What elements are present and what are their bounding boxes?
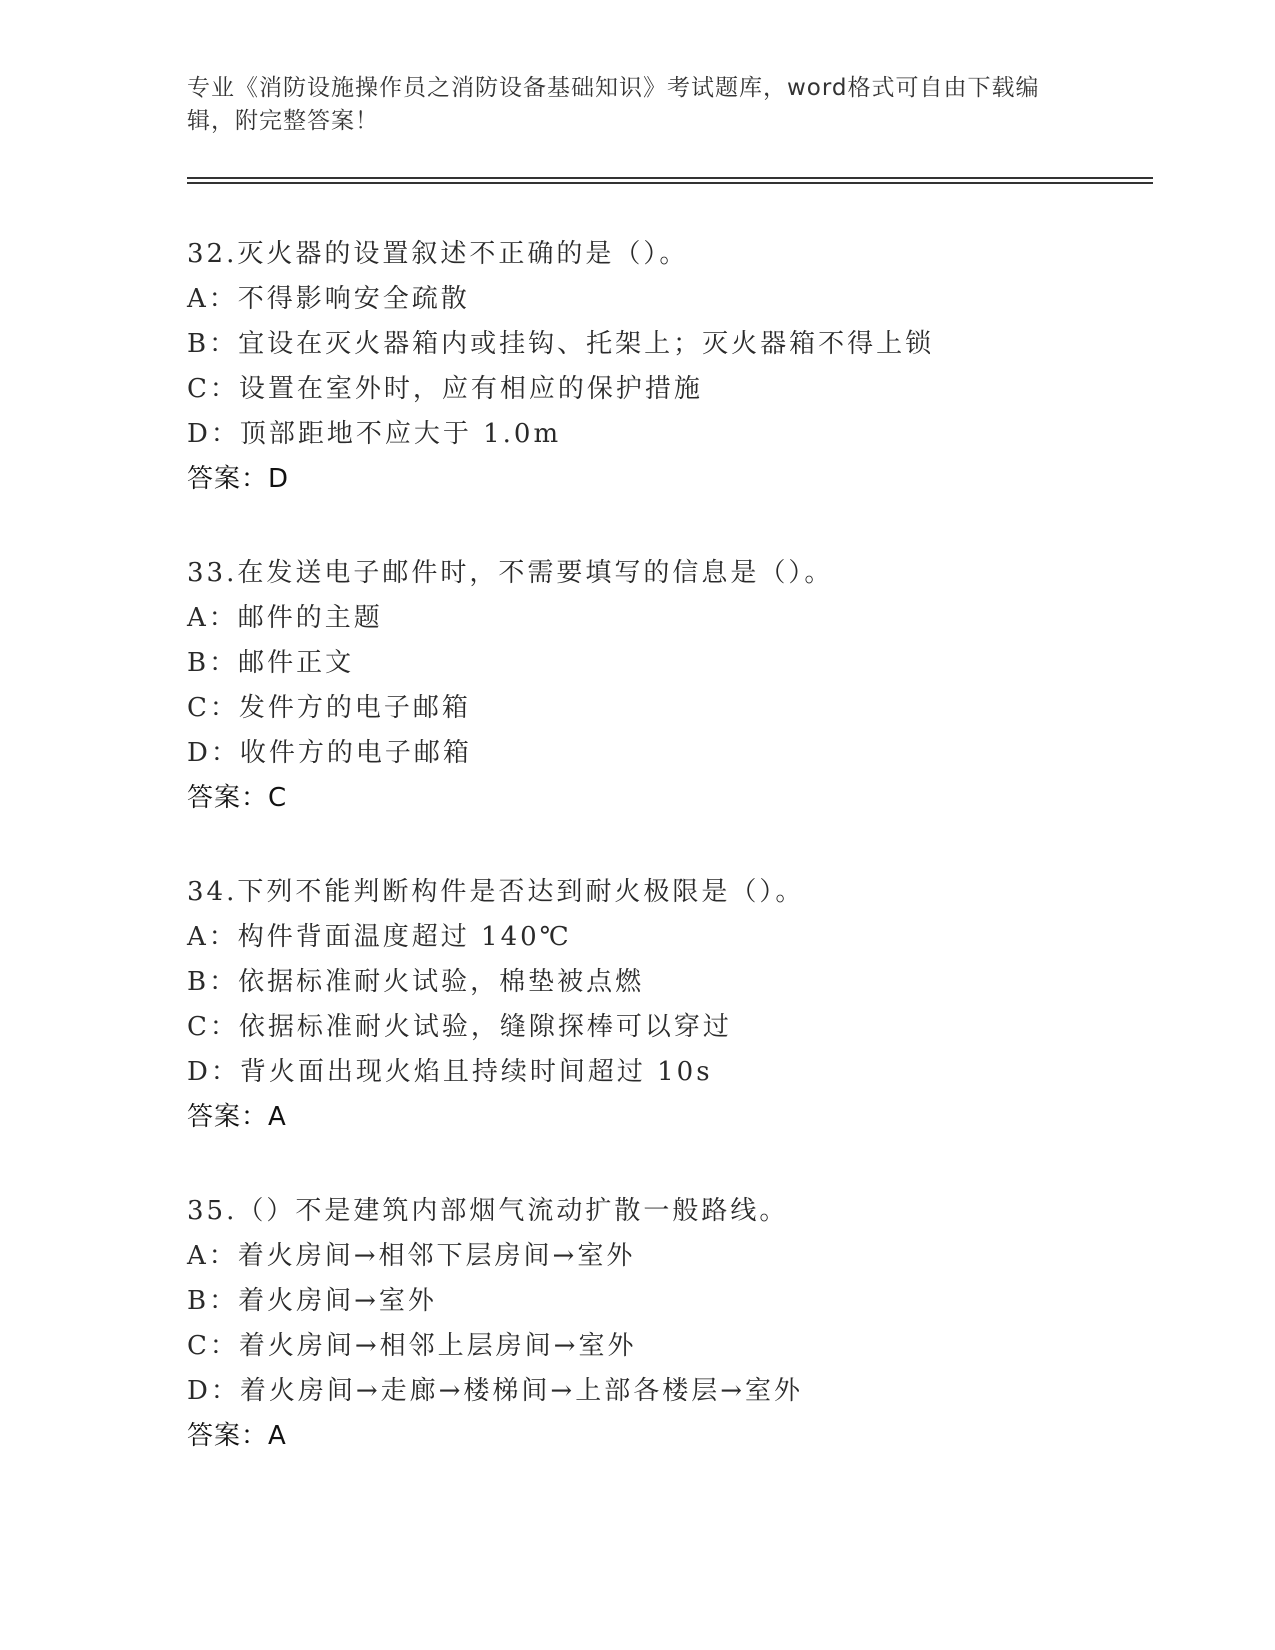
option-b: B：邮件正文 [187, 648, 355, 678]
option-c: C：发件方的电子邮箱 [187, 693, 471, 723]
option-b: B：宜设在灭火器箱内或挂钩、托架上；灭火器箱不得上锁 [187, 329, 935, 359]
question-35 [187, 1189, 1167, 1459]
answer: 答案：C [187, 783, 288, 813]
question-stem: 33.在发送电子邮件时，不需要填写的信息是（）。 [187, 558, 834, 588]
option-c: C：依据标准耐火试验，缝隙探棒可以穿过 [187, 1012, 732, 1042]
option-d: D：顶部距地不应大于 1.0m [187, 419, 562, 449]
option-a: A：邮件的主题 [187, 603, 383, 633]
header-title-line-2: 辑，附完整答案！ [187, 108, 379, 134]
question-stem: 35.（）不是建筑内部烟气流动扩散一般路线。 [187, 1196, 789, 1226]
option-c: C：着火房间→相邻上层房间→室外 [187, 1331, 637, 1361]
question-33 [187, 551, 1167, 821]
question-stem: 32.灭火器的设置叙述不正确的是（）。 [187, 239, 689, 269]
answer: 答案：D [187, 464, 290, 494]
option-b: B：依据标准耐火试验，棉垫被点燃 [187, 967, 645, 997]
header-divider-bottom [187, 182, 1153, 184]
option-a: A：着火房间→相邻下层房间→室外 [187, 1241, 636, 1271]
option-d: D：着火房间→走廊→楼梯间→上部各楼层→室外 [187, 1376, 803, 1406]
option-d: D：收件方的电子邮箱 [187, 738, 472, 768]
answer: 答案：A [187, 1421, 287, 1451]
header-title-line-1: 专业《消防设施操作员之消防设备基础知识》考试题库，word格式可自由下载编 [187, 75, 1040, 101]
header-divider-top [187, 177, 1153, 179]
option-d: D：背火面出现火焰且持续时间超过 10s [187, 1057, 713, 1087]
document-header [187, 72, 1067, 138]
option-c: C：设置在室外时，应有相应的保护措施 [187, 374, 703, 404]
answer: 答案：A [187, 1102, 287, 1132]
question-34 [187, 870, 1167, 1140]
question-stem: 34.下列不能判断构件是否达到耐火极限是（）。 [187, 877, 805, 907]
question-32 [187, 232, 1167, 502]
option-a: A：不得影响安全疏散 [187, 284, 470, 314]
option-b: B：着火房间→室外 [187, 1286, 437, 1316]
option-a: A：构件背面温度超过 140℃ [187, 922, 572, 952]
